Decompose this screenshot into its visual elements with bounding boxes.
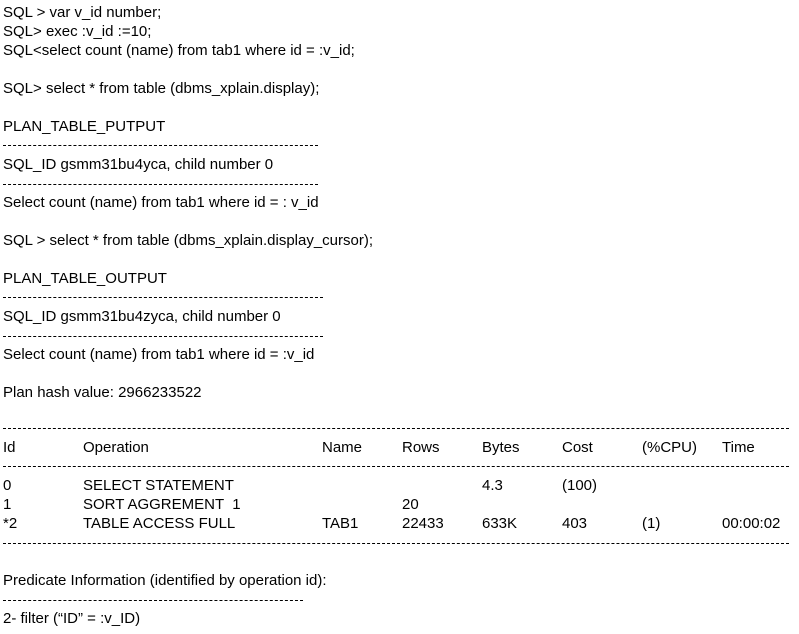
divider — [3, 145, 318, 146]
cell-cost: (100) — [562, 477, 598, 494]
cell-time: 00:00:02 — [722, 515, 781, 532]
col-header-operation: Operation — [83, 439, 149, 456]
cell-bytes: 4.3 — [482, 477, 503, 494]
table-top-divider — [3, 428, 789, 429]
sql-line-exec: SQL> exec :v_id :=10; — [3, 23, 152, 40]
cell-operation: SELECT STATEMENT — [83, 477, 234, 494]
sql-line-display: SQL> select * from table (dbms_xplain.display); — [3, 80, 320, 97]
plan-table-header-1: PLAN_TABLE_PUTPUT — [3, 118, 166, 135]
col-header-cpu: (%CPU) — [642, 439, 697, 456]
col-header-time: Time — [722, 439, 755, 456]
sql-line-var: SQL > var v_id number; — [3, 4, 162, 21]
col-header-bytes: Bytes — [482, 439, 520, 456]
cell-operation: SORT AGGREMENT 1 — [83, 496, 241, 513]
sql-id-line-1: SQL_ID gsmm31bu4yca, child number 0 — [3, 156, 274, 173]
cell-bytes: 633K — [482, 515, 518, 532]
sql-text-line-2: Select count (name) from tab1 where id = :v_id — [3, 346, 315, 363]
col-header-id: Id — [3, 439, 16, 456]
divider — [3, 184, 318, 185]
sql-line-select-count: SQL<select count (name) from tab1 where id = :v_id; — [3, 42, 355, 59]
table-header-divider — [3, 466, 789, 467]
col-header-name: Name — [322, 439, 363, 456]
sql-id-line-2: SQL_ID gsmm31bu4zyca, child number 0 — [3, 308, 281, 325]
predicate-info-heading: Predicate Information (identified by operation id): — [3, 572, 327, 589]
divider — [3, 600, 303, 601]
divider — [3, 297, 323, 298]
cell-name: TAB1 — [322, 515, 359, 532]
col-header-rows: Rows — [402, 439, 440, 456]
sql-text-line-1: Select count (name) from tab1 where id = : v_id — [3, 194, 319, 211]
plan-table-header-2: PLAN_TABLE_OUTPUT — [3, 270, 167, 287]
cell-operation: TABLE ACCESS FULL — [83, 515, 236, 532]
cell-id: *2 — [3, 515, 18, 532]
cell-id: 0 — [3, 477, 12, 494]
predicate-filter: 2- filter (“ID” = :v_ID) — [3, 610, 141, 627]
cell-cpu: (1) — [642, 515, 661, 532]
cell-rows: 20 — [402, 496, 419, 513]
table-bottom-divider — [3, 543, 789, 544]
divider — [3, 336, 323, 337]
cell-id: 1 — [3, 496, 12, 513]
cell-cost: 403 — [562, 515, 588, 532]
col-header-cost: Cost — [562, 439, 593, 456]
sql-line-display-cursor: SQL > select * from table (dbms_xplain.display_cursor); — [3, 232, 374, 249]
plan-hash-value: Plan hash value: 2966233522 — [3, 384, 202, 401]
cell-rows: 22433 — [402, 515, 444, 532]
